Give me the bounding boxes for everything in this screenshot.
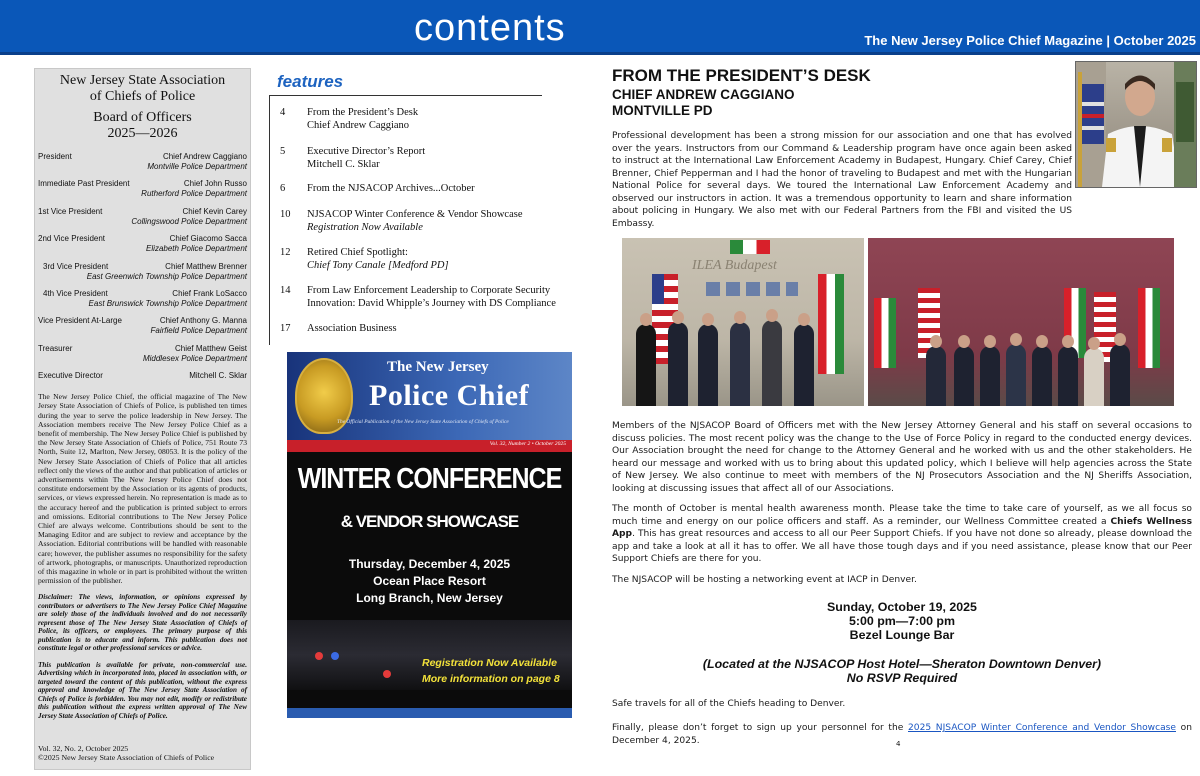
person-head <box>1010 333 1022 346</box>
officer-row <box>38 234 247 261</box>
officer-role: Vice President At-Large <box>38 316 122 326</box>
person-head <box>766 309 778 322</box>
officer-role: 1st Vice President <box>38 206 103 216</box>
assoc-line-2: of Chiefs of Police <box>89 89 196 104</box>
paragraph-finally-text-b: on December 4, 2025. <box>612 723 1192 746</box>
feature-subtitle: Chief Andrew Caggiano <box>307 120 410 131</box>
officer-name: Chief Matthew Brenner <box>165 261 247 271</box>
feature-subtitle: Chief Tony Canale [Medford PD] <box>307 260 449 271</box>
person <box>794 324 814 406</box>
event-notes <box>612 657 1192 685</box>
officer-role: 2nd Vice President <box>38 234 106 244</box>
paragraph-iacp-text: The NJSACOP will be hosting a networking event at IACP in Denver. <box>612 575 917 585</box>
officer-row <box>38 152 247 179</box>
feature-page: 17 <box>280 323 291 334</box>
feature-subtitle: Mitchell C. Sklar <box>307 159 380 170</box>
police-light-icon <box>331 652 339 660</box>
hungary-flag-icon <box>818 274 844 374</box>
winter-conference-link[interactable]: 2025 NJSACOP Winter Conference and Vendor Showcase <box>908 723 1176 733</box>
officer-role: President <box>38 152 72 161</box>
person-head <box>640 313 652 326</box>
cover-tagline: The Official Publication of the New Jersey State Association of Chiefs of Police <box>337 419 509 425</box>
page-title: contents <box>414 7 566 49</box>
officer-role: 4th Vice President <box>43 288 108 298</box>
feature-page: 5 <box>280 146 286 157</box>
officer-dept: Elizabeth Police Department <box>146 244 247 254</box>
person <box>668 322 688 406</box>
page-number: 4 <box>896 740 901 748</box>
photo-embassy-group <box>868 238 1174 406</box>
officer-row <box>38 179 247 206</box>
officer-role: Executive Director <box>38 371 103 381</box>
officers-sidebar <box>34 68 251 770</box>
paragraph-finally <box>612 722 1192 747</box>
officer-dept: Collingswood Police Department <box>131 216 247 226</box>
cover-event-subtitle: & VENDOR SHOWCASE <box>340 512 519 531</box>
officer-role: 3rd Vice President <box>43 261 109 271</box>
president-portrait <box>1075 61 1197 188</box>
person <box>1058 346 1078 406</box>
photo-sign: ILEA Budapest <box>692 258 777 273</box>
officer-dept: Middlesex Police Department <box>142 353 247 363</box>
feature-page: 6 <box>280 183 286 194</box>
police-light-icon <box>315 652 323 660</box>
header-bar <box>0 0 1200 55</box>
agency-seals <box>706 282 798 296</box>
person <box>980 346 1000 406</box>
feature-title: From the President’s Desk <box>307 107 419 118</box>
board-heading <box>38 110 247 142</box>
person-head <box>1114 333 1126 346</box>
officer-dept: East Greenwich Township Police Department <box>86 271 247 281</box>
person-head <box>734 311 746 324</box>
person <box>1110 344 1130 406</box>
officer-name: Mitchell C. Sklar <box>189 371 247 381</box>
officer-row <box>38 316 247 343</box>
cover-bottom-strip <box>287 708 572 718</box>
officer-row <box>38 371 247 391</box>
officer-dept: Fairfield Police Department <box>150 326 247 336</box>
event-details <box>612 600 1192 642</box>
person <box>1084 348 1104 406</box>
paragraph-intro <box>612 130 1072 230</box>
officer-name: Chief Anthony G. Manna <box>159 316 247 326</box>
person-head <box>1036 335 1048 348</box>
event-date: Sunday, October 19, 2025 <box>827 600 977 614</box>
feature-title: From the NJSACOP Archives...October <box>307 183 475 194</box>
cover-city: Long Branch, New Jersey <box>356 591 503 605</box>
officer-role: Treasurer <box>38 343 73 353</box>
person-head <box>798 313 810 326</box>
paragraph-intro-text: Professional development has been a strong mission for our association and one that has evolved over the years. Instructors from our Command & Leadership program have once again been asked to instruct at the International Law Enforcement Academy in Budapest, Hungary. Chief Carey, Chief Brenner, Chief Pepperman and I had the honor of traveling to Budapest and met with the Hungarian National Police for several days. We toured the International Law Enforcement Academy and observed our instructors in action. It was a tremendous opportunity to learn and share information about policing in Hungary. We also met with our Federal Partners from the FBI and visited the US Embassy. <box>612 131 1072 229</box>
features-heading: features <box>277 72 344 91</box>
police-light-icon <box>383 670 391 678</box>
cover-event-title: WINTER CONFERENCE <box>297 462 562 496</box>
features-rule <box>269 95 542 96</box>
wellness-app-name: Chiefs Wellness App <box>612 516 1192 539</box>
paragraph-mh-text-a: The month of October is mental health awareness month. Please take the time to take care of yourself, as we all focus so much time and energy on our police officers and staff. As a reminder, our Wellness Committee created a <box>612 504 1192 527</box>
event-location-note: (Located at the NJSACOP Host Hotel—Sheraton Downtown Denver) <box>702 657 1102 671</box>
board-years: 2025—2026 <box>107 126 178 141</box>
person <box>1006 344 1026 406</box>
magazine-issue: The New Jersey Police Chief Magazine | October 2025 <box>864 33 1196 48</box>
person-head <box>672 311 684 324</box>
officer-row <box>38 262 247 289</box>
officer-row <box>38 207 247 234</box>
paragraph-finally-text-a: Finally, please don’t forget to sign up your personnel for the <box>612 723 908 733</box>
feature-page: 4 <box>280 107 286 118</box>
officer-name: Chief Frank LoSacco <box>172 288 247 298</box>
feature-subtitle: Registration Now Available <box>307 222 423 233</box>
photo-ilea-budapest <box>622 238 864 406</box>
paragraph-safe-travels <box>612 698 1192 711</box>
cover-date: Thursday, December 4, 2025 <box>348 557 511 571</box>
officer-name: Chief Andrew Caggiano <box>162 152 247 161</box>
cover-line-2: Police Chief <box>369 379 530 412</box>
officer-dept: Rutherford Police Department <box>141 189 247 199</box>
person <box>954 346 974 406</box>
feature-page: 12 <box>280 247 291 258</box>
association-name <box>38 73 247 105</box>
paragraph-mh-text-b: . This has great resources and access to all our Peer Support Chiefs. If you have not done so already, please download the app and take a look at all it has to offer. We all have those tough days and if you need assistance, please know that our Peer Support Chiefs are there for you. <box>612 529 1192 564</box>
feature-title: Retired Chief Spotlight: <box>307 247 408 258</box>
hungary-flag-icon <box>874 298 896 368</box>
assoc-line-1: New Jersey State Association <box>59 73 226 88</box>
paragraph-iacp <box>612 574 1192 587</box>
board-line-1: Board of Officers <box>93 110 192 125</box>
officers-list <box>38 152 247 391</box>
magazine-cover[interactable] <box>287 352 572 718</box>
feature-page: 14 <box>280 285 291 296</box>
officer-name: Chief Kevin Carey <box>182 206 247 216</box>
person <box>636 324 656 406</box>
legal-notice: The New Jersey Police Chief, the official magazine of The New Jersey State Association of Chiefs of Police, is published ten times during the year to serve the police leadership in New Jersey. The Association members receive The New Jersey Police Chief as a benefit of membership. The New Jersey Police Chief is published by the New Jersey State Association of Chiefs of Police, 751 Route 73 North, Suite 12, Marlton, New Jersey, 08053. It is the policy of the New Jersey State Association of Chiefs of Police that all articles reflect only the views of the author and that publication of articles or advertisements within The New Jersey Police Chief does not constitute endorsement by the Association or its agents of products, services, or views expressed herein. No representation is made as to the accuracy hereof and the publication is printed subject to errors and omissions. Editorial contributions to The New Jersey Police Chief are always welcome. Contributions should be sent to the Managing Editor and are subject to review and acceptance by the Association. Editorial contributions will be handled with reasonable care; however, the publisher assumes no responsibility for the safety of artwork, photographs, or manuscripts. Unauthorized reproduction of this magazine in whole or in part is prohibited without the written permission of the publisher. <box>38 392 247 586</box>
feature-title: Executive Director’s Report <box>307 146 426 157</box>
paragraph-ag-text: Members of the NJSACOP Board of Officers met with the New Jersey Attorney General and his staff on several occasions to discuss policies. The most recent policy was the change to the Use of Force Policy in regard to the conducted energy devices. Our Association brought the need for change to the Attorney General and he worked with us and the other stakeholders. He heard our message and worked with us to bring about this updated policy, which I believe will help agencies across the State of New Jersey. We also continue to meet with members of the NJ Prosecutors Association and the NJ Sheriffs Association, looking at discussing issues that affect all of our Associations. <box>612 421 1192 494</box>
officer-name: Chief Matthew Geist <box>174 343 247 353</box>
officer-dept: Montville Police Department <box>147 162 247 171</box>
us-flag-canton <box>652 274 664 304</box>
person-head <box>1088 337 1100 350</box>
volume-line: Vol. 32, No. 2, October 2025 <box>38 743 129 753</box>
feature-subtitle: Innovation: David Whipple’s Journey with DS Compliance <box>307 298 556 309</box>
feature-title: Association Business <box>307 323 397 334</box>
person <box>1032 346 1052 406</box>
cover-reg-line-2: More information on page 8 <box>422 673 560 685</box>
volume-info <box>38 744 214 763</box>
features-vertical-rule <box>269 95 270 345</box>
hungary-flag-icon <box>730 240 770 254</box>
cover-issue: Vol. 32, Number 2 • October 2025 <box>489 441 566 447</box>
cover-venue: Ocean Place Resort <box>373 574 486 588</box>
feature-page: 10 <box>280 209 291 220</box>
president-name: CHIEF ANDREW CAGGIANO <box>612 87 795 102</box>
person-head <box>930 335 942 348</box>
paragraph-attorney-general <box>612 420 1192 495</box>
feature-title: NJSACOP Winter Conference & Vendor Showcase <box>307 209 523 220</box>
officer-row <box>38 344 247 371</box>
cover-reg-line-1: Registration Now Available <box>422 657 557 669</box>
person-head <box>1062 335 1074 348</box>
officer-role: Immediate Past President <box>38 179 130 189</box>
person <box>926 346 946 406</box>
officer-name: Chief Giacomo Sacca <box>169 234 247 244</box>
disclaimer-views: Disclaimer: The views, information, or opinions expressed by contributors or advertisers to The New Jersey Police Chief Magazine are solely those of the individuals involved and do not necessarily represent those of The New Jersey State Association of Chiefs of Police, its officers, or employees. The primary purpose of this publication is to educate and inform. This publication does not constitute legal or other professional services or advice. <box>38 593 247 653</box>
president-dept: MONTVILLE PD <box>612 103 713 118</box>
president-heading: FROM THE PRESIDENT’S DESK <box>612 66 871 85</box>
officer-row <box>38 289 247 316</box>
event-time: 5:00 pm—7:00 pm <box>848 614 956 628</box>
officer-dept: East Brunswick Township Police Department <box>88 298 247 308</box>
cover-event-details <box>287 556 572 607</box>
person <box>698 324 718 406</box>
person-head <box>702 313 714 326</box>
copyright-line: ©2025 New Jersey State Association of Chiefs of Police <box>38 753 215 763</box>
president-byline <box>612 87 795 119</box>
event-place: Bezel Lounge Bar <box>849 628 955 642</box>
event-rsvp-note: No RSVP Required <box>846 671 958 685</box>
person <box>762 320 782 406</box>
person <box>730 322 750 406</box>
hungary-flag-icon <box>1138 288 1160 368</box>
person-head <box>958 335 970 348</box>
paragraph-safe-travels-text: Safe travels for all of the Chiefs heading to Denver. <box>612 699 846 709</box>
cover-registration <box>422 655 560 687</box>
officer-name: Chief John Russo <box>183 179 247 189</box>
feature-title: From Law Enforcement Leadership to Corporate Security <box>307 285 551 296</box>
cover-line-1: The New Jersey <box>387 359 489 375</box>
paragraph-mental-health <box>612 503 1192 566</box>
person-head <box>984 335 996 348</box>
disclaimer-usage: This publication is available for private, non-commercial use. Advertising which in incorporated into, placed in association with, or targeted toward the content of this publication, without the express approval and knowledge of The New Jersey State Association of Chiefs of Police is forbidden. You may not edit, modify or redistribute this publication without the express written approval of The New Jersey State Association of Chiefs of Police. <box>38 660 247 720</box>
